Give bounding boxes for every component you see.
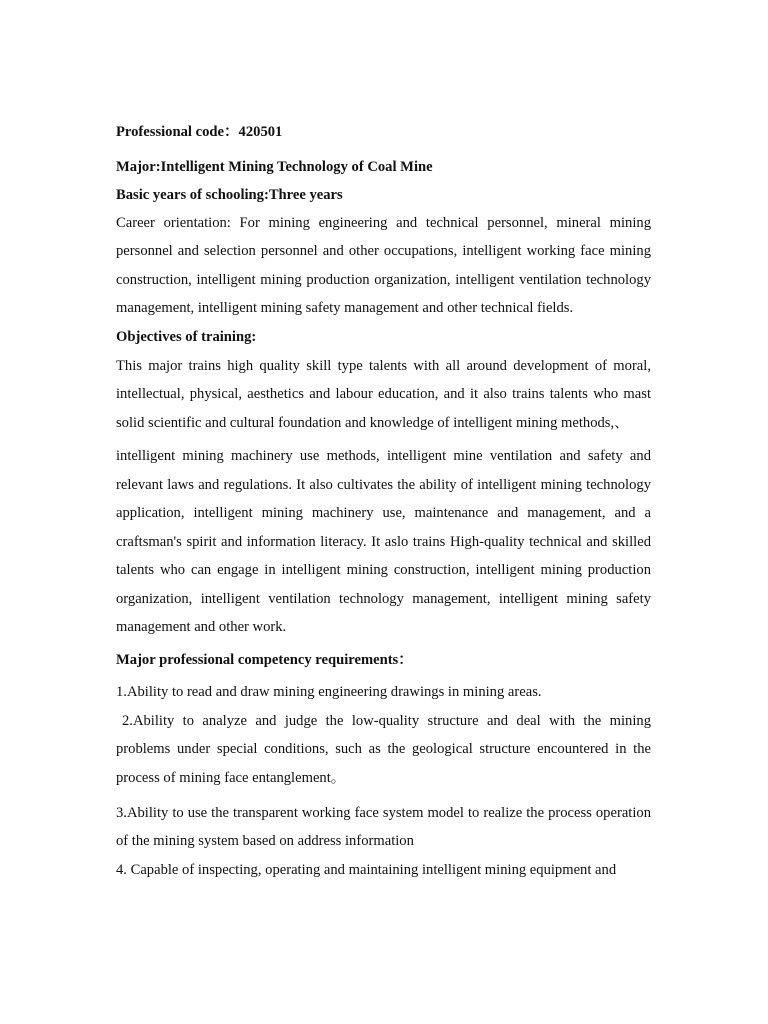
requirement-item-3: 3.Ability to use the transparent working face system model to realize the process operation of the mining system based on address information	[116, 804, 651, 850]
objectives-heading: Objectives of training:	[116, 328, 257, 345]
competency-heading: Major professional competency requirements：	[116, 651, 413, 668]
major-title: Major:Intelligent Mining Technology of Coal Mine	[116, 158, 433, 175]
objectives-paragraph-part2: intelligent mining machinery use methods, intelligent mine ventilation and safety and relevant laws and regulations. It also cultivates the ability of intelligent mining technology application, intelligent mining machinery use, maintenance and management, and a craftsman's spirit and information literacy. It aslo trains High-quality technical and skilled talents who can engage in intelligent mining construction, intelligent mining production organization, intelligent ventilation technology management, intelligent mining safety management and other work.	[116, 448, 651, 636]
document-page	[116, 118, 651, 884]
professional-code: Professional code：420501	[116, 124, 283, 140]
career-orientation-paragraph: Career orientation: For mining engineering and technical personnel, mineral mining personnel and selection personnel and other occupations, intelligent working face mining construction, intelligent mining production organization, intelligent ventilation technology management, intelligent mining safety management and other technical fields.	[116, 214, 651, 317]
schooling-years: Basic years of schooling:Three years	[116, 186, 343, 203]
objectives-paragraph-part1: This major trains high quality skill type talents with all around development of moral, intellectual, physical, aesthetics and labour education, and it also trains talents who mast solid scientific and cultural foundation and knowledge of intelligent mining methods,、	[116, 357, 651, 431]
requirement-item-4: 4. Capable of inspecting, operating and maintaining intelligent mining equipment and	[116, 861, 617, 878]
requirement-item-1: 1.Ability to read and draw mining engineering drawings in mining areas.	[116, 684, 542, 701]
requirement-item-2: 2.Ability to analyze and judge the low-quality structure and deal with the mining problems under special conditions, such as the geological structure encountered in the process of mining face entanglement。	[116, 712, 651, 786]
